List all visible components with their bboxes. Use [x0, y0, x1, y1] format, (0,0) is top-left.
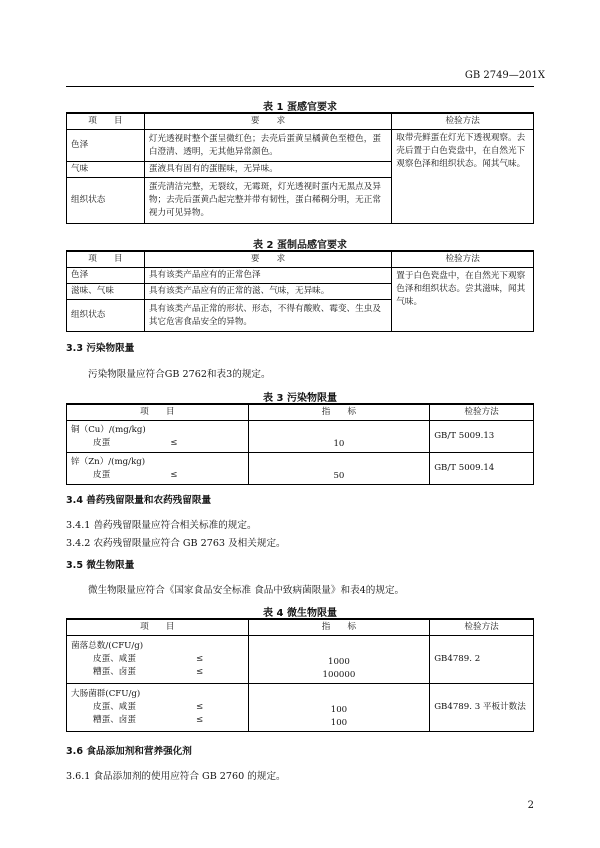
table3-item-cu — [67, 421, 249, 453]
table1-header-method: 检验方法 — [392, 113, 534, 130]
clause-3-6-1: 3.6.1 食品添加剂的使用应符合 GB 2760 的规定。 — [66, 771, 286, 782]
table2-method: 置于白色瓷盘中，在自然光下观察色泽和组织状态。尝其滋味，闻其气味。 — [392, 268, 534, 332]
table4-coliform-op-1: ≤ — [195, 702, 204, 712]
table4-total-sub-2: 糟蛋、卤蛋 — [93, 667, 136, 677]
table4-header-method: 检验方法 — [430, 619, 534, 636]
table2-item-texture: 组织状态 — [67, 300, 145, 332]
table2-header-item: 项 目 — [67, 251, 145, 268]
section-3-3-title: 3.3 污染物限量 — [66, 343, 135, 354]
table4-total-op-2: ≤ — [195, 667, 204, 677]
table4-total-value-2: 100000 — [322, 670, 356, 680]
table2-item-taste: 滋味、气味 — [67, 284, 145, 300]
section-3-5-title: 3.5 微生物限量 — [66, 560, 135, 571]
table2-caption: 表 2 蛋制品感官要求 — [253, 240, 347, 251]
table3-item-zn — [67, 453, 249, 485]
table3-zn-op: ≤ — [170, 469, 178, 480]
table-row — [67, 130, 534, 162]
table-row — [67, 636, 534, 684]
clause-3-4-2: 3.4.2 农药残留限量应符合 GB 2763 及相关规定。 — [66, 538, 286, 549]
table1-item-texture: 组织状态 — [67, 178, 145, 224]
table-row — [67, 453, 534, 485]
table-row — [67, 684, 534, 732]
table1-caption: 表 1 蛋感官要求 — [263, 102, 337, 113]
table4 — [66, 618, 534, 732]
table4-total-value-1: 1000 — [328, 657, 350, 667]
table2-header-req: 要 求 — [144, 251, 391, 268]
table4-coliform-values — [248, 684, 430, 732]
table1-method: 取带壳鲜蛋在灯光下透视观察。去壳后置于白色瓷盘中，在自然光下观察色泽和组织状态。闻其气味。 — [392, 130, 534, 224]
table4-item-coliform — [67, 684, 249, 732]
table4-coliform-sub-1: 皮蛋、咸蛋 — [93, 702, 136, 712]
table3-zn-method: GB/T 5009.14 — [430, 453, 534, 485]
table1-header-item: 项 目 — [67, 113, 145, 130]
table3-cu-method: GB/T 5009.13 — [430, 421, 534, 453]
table1-item-color: 色泽 — [67, 130, 145, 162]
table3-header-row — [67, 404, 534, 421]
table4-header-value: 指 标 — [248, 619, 430, 636]
table4-coliform-value-1: 100 — [330, 705, 348, 715]
table3-cu-value: 10 — [248, 421, 429, 453]
table4-caption: 表 4 微生物限量 — [263, 608, 337, 619]
table4-total-values — [248, 636, 430, 684]
table4-coliform-name: 大肠菌群(CFU/g) — [71, 689, 141, 699]
section-3-3-text: 污染物限量应符合GB 2762和表3的规定。 — [88, 369, 271, 380]
table1-item-odor: 气味 — [67, 162, 145, 178]
table2-header-row — [67, 251, 534, 268]
table-row — [67, 421, 534, 453]
table2-req-color: 具有该类产品应有的正常色泽 — [144, 268, 391, 284]
table1-req-odor: 蛋液具有固有的蛋腥味，无异味。 — [144, 162, 391, 178]
table3-zn-sub: 皮蛋 — [93, 469, 111, 480]
table4-total-op-1: ≤ — [195, 654, 204, 664]
table2-req-taste: 具有该类产品应有的正常的滋、气味，无异味。 — [144, 284, 391, 300]
table2-req-texture: 具有该类产品正常的形状、形态，不得有酸败、霉变、生虫及其它危害食品安全的异物。 — [144, 300, 391, 332]
table3-cu-sub: 皮蛋 — [93, 437, 111, 448]
table3-caption: 表 3 污染物限量 — [263, 393, 337, 404]
table1-header-req: 要 求 — [144, 113, 391, 130]
table4-item-total — [67, 636, 249, 684]
table4-coliform-sub-2: 糟蛋、卤蛋 — [93, 715, 136, 725]
table2-header-method: 检验方法 — [392, 251, 534, 268]
header-rule — [66, 86, 534, 87]
table1-req-color: 灯光透视时整个蛋呈微红色；去壳后蛋黄呈橘黄色至橙色，蛋白澄清、透明，无其他异常颜色。 — [144, 130, 391, 162]
table3-zn-value: 50 — [248, 453, 429, 485]
table4-coliform-method: GB4789. 3 平板计数法 — [430, 684, 534, 732]
table4-total-method: GB4789. 2 — [430, 636, 534, 684]
page-number: 2 — [527, 800, 534, 811]
section-3-6-title: 3.6 食品添加剂和营养强化剂 — [66, 746, 192, 757]
table4-coliform-op-2: ≤ — [195, 715, 204, 725]
table1 — [66, 112, 534, 224]
section-3-5-text: 微生物限量应符合《国家食品安全标准 食品中致病菌限量》和表4的规定。 — [88, 585, 405, 596]
table4-total-sub-1: 皮蛋、咸蛋 — [93, 654, 136, 664]
table3-header-method: 检验方法 — [430, 404, 534, 421]
table4-coliform-value-2: 100 — [330, 718, 348, 728]
table3-cu-name: 铜（Cu）/(mg/kg) — [71, 424, 146, 435]
table2 — [66, 250, 534, 332]
table3-cu-op: ≤ — [170, 437, 178, 448]
table4-header-row — [67, 619, 534, 636]
table4-header-item: 项 目 — [67, 619, 249, 636]
table4-total-name: 菌落总数/(CFU/g) — [71, 641, 144, 651]
table-row — [67, 268, 534, 284]
clause-3-4-1: 3.4.1 兽药残留限量应符合相关标准的规定。 — [66, 520, 257, 531]
table3-header-value: 指 标 — [248, 404, 429, 421]
section-3-4-title: 3.4 兽药残留限量和农药残留限量 — [66, 495, 212, 506]
table3-header-item: 项 目 — [67, 404, 249, 421]
table3 — [66, 403, 534, 485]
table3-zn-name: 锌（Zn）/(mg/kg) — [71, 456, 146, 467]
table1-req-texture: 蛋壳清洁完整，无裂纹，无霉斑，灯光透视时蛋内无黑点及异物；去壳后蛋黄凸起完整并带有韧性，蛋白稀稠分明，无正常视力可见异物。 — [144, 178, 391, 224]
table2-item-color: 色泽 — [67, 268, 145, 284]
table1-header-row — [67, 113, 534, 130]
document-code: GB 2749—201X — [464, 70, 545, 81]
